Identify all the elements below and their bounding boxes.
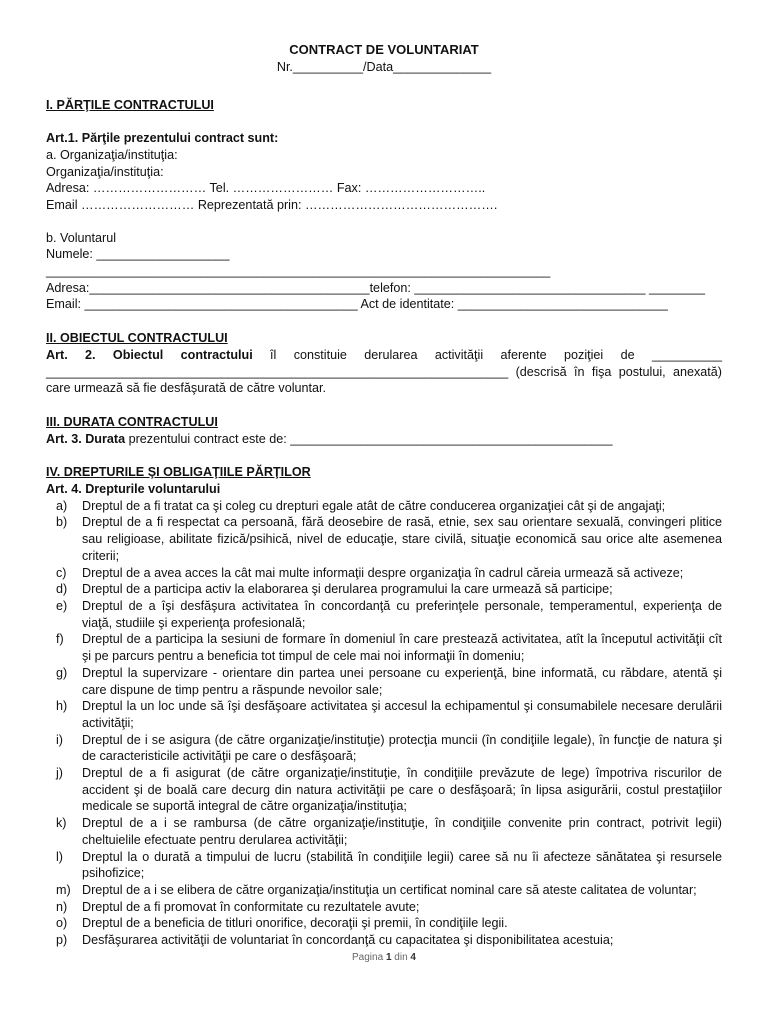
art2-label: Art. 2. Obiectul contractului [46, 347, 253, 362]
volunteer-email-line: Email: _______________________________________ Act de identitate: ______________________________ [46, 297, 668, 312]
rights-item-text: Dreptul de a fi tratat ca şi coleg cu drepturi egale atât de către conducerea organizaţiei cât şi de angajaţi; [82, 498, 666, 513]
rights-item-label: d) [56, 582, 68, 597]
art4-heading: Art. 4. Drepturile voluntarului [46, 482, 221, 497]
rights-item-text: Dreptul de a fi asigurat (de către organizaţie/instituţie, în condiţiile prevăzute de lege) împotriva riscurilor de accident şi de boală care decurg din natura activităţii pe care o desfăşoară; în lipsa asigurării, costul prestaţiilor medicale se suportă integral de către organizaţia/instituţia; [82, 766, 722, 814]
rights-item-text: Desfăşurarea activităţii de voluntariat în concordanţă cu capacitatea şi disponibilitatea acestuia; [82, 933, 614, 948]
rights-item-text: Dreptul de a i se elibera de către organizaţia/instituţia un certificat nominal care să ateste calitatea de voluntar; [82, 882, 697, 897]
page-footer [0, 952, 768, 963]
rights-list-item [46, 915, 722, 932]
rights-list-item [46, 581, 722, 598]
rights-item-text: Dreptul de a fi promovat în conformitate cu rezultatele avute; [82, 899, 420, 914]
rights-item-label: a) [56, 498, 68, 513]
rights-list-item [46, 765, 722, 815]
rights-list-item [46, 899, 722, 916]
art3-paragraph [46, 431, 722, 448]
rights-item-text: Dreptul la o durată a timpului de lucru (stabilită în condiţiile legii) caree să nu îi afecteze sănătatea şi resursele psihofizice; [82, 849, 722, 881]
rights-item-label: c) [56, 565, 67, 580]
rights-item-label: l) [56, 849, 63, 864]
rights-list-item [46, 631, 722, 664]
rights-item-text: Dreptul de i se asigura (de către organizaţie/instituţie) protecţia muncii (în condiţiile legale), în funcţie de natura şi de caracteristicile activităţii pe care o desfăşoară; [82, 732, 722, 764]
rights-item-text: Dreptul de a i se rambursa (de către organizaţie/instituţie, în condiţiile convenite prin contract, potrivit legii) cheltuielile efectuate pentru derularea activităţii; [82, 816, 722, 847]
rights-item-text: Dreptul de a fi respectat ca persoană, fără deosebire de rasă, etnie, sex sau orientare sexuală, convingeri plitice sau religioase, abilitate fizică/psihică, nivel de educaţie, stare civilă, situaţie economică sau orice alte asemenea criterii; [82, 515, 722, 563]
rights-item-label: f) [56, 632, 64, 647]
page-word: Pagina [352, 952, 384, 963]
rights-list-item [46, 882, 722, 899]
rights-item-label: g) [56, 665, 68, 680]
rights-item-label: k) [56, 816, 67, 831]
rights-list-item [46, 815, 722, 848]
art1-heading: Art.1. Părţile prezentului contract sunt: [46, 131, 279, 146]
art2-paragraph [46, 347, 722, 397]
rights-item-label: b) [56, 515, 68, 530]
rights-list-item [46, 598, 722, 631]
volunteer-address-line: Adresa:________________________________________telefon: _________________________________ ________ [46, 280, 706, 295]
art3-text: prezentului contract este de: ______________________________________________ [125, 431, 613, 446]
page-of: din [394, 952, 408, 963]
rights-item-text: Dreptul de a avea acces la cât mai multe informaţii despre organizaţia în cadrul căreia urmează să activeze; [82, 565, 684, 580]
rights-item-label: p) [56, 933, 68, 948]
rights-item-label: h) [56, 699, 68, 714]
document-page [46, 38, 722, 949]
section-object-heading: II. OBIECTUL CONTRACTULUI [46, 331, 228, 346]
section-duration-heading: III. DURATA CONTRACTULUI [46, 414, 218, 429]
rights-item-label: e) [56, 598, 68, 613]
rights-list-item [46, 932, 722, 949]
rights-list-item [46, 698, 722, 731]
number-date-line: Nr.__________/Data______________ [276, 59, 492, 74]
rights-item-label: o) [56, 916, 68, 931]
org-email-line: Email ……………………… Reprezentată prin: ………………………………………. [46, 197, 498, 212]
rights-item-label: n) [56, 899, 68, 914]
rights-item-text: Dreptul de a beneficia de titluri onorifice, decoraţii şi premii, în condiţiile legii. [82, 916, 508, 931]
rights-list-item [46, 498, 722, 515]
org-address-line: Adresa: ……………………… Tel. …………………… Fax: ……………………….. [46, 181, 486, 196]
rights-item-label: i) [56, 732, 63, 747]
rights-item-text: Dreptul la supervizare - orientare din partea unei persoane cu experienţă, bine informată, cu răbdare, atentă şi care dispune de timp pentru a răspunde nevoilor sale; [82, 665, 722, 697]
section-rights-heading: IV. DREPTURILE ŞI OBLIGAŢIILE PĂRŢILOR [46, 465, 311, 480]
rights-item-text: Dreptul la un loc unde să îşi desfăşoare activitatea şi accesul la echipamentul şi consumabilele necesare derulării activităţii; [82, 699, 722, 730]
rights-list [46, 498, 722, 949]
art3-label: Art. 3. Durata [46, 431, 126, 446]
page-total: 4 [410, 952, 416, 963]
rights-list-item [46, 849, 722, 882]
rights-item-text: Dreptul de a participa activ la elaborarea şi derularea programului la care urmează să participe; [82, 582, 613, 597]
rights-list-item [46, 665, 722, 698]
volunteer-name-line: Numele: ___________________ ________________________________________________________________________ [46, 247, 551, 279]
volunteer-label: b. Voluntarul [46, 230, 117, 245]
rights-item-label: j) [56, 766, 63, 781]
org-label: a. Organizaţia/instituţia: [46, 147, 178, 162]
rights-list-item [46, 732, 722, 765]
document-title: CONTRACT DE VOLUNTARIAT [289, 42, 479, 57]
rights-list-item [46, 514, 722, 564]
section-parties-heading: I. PĂRŢILE CONTRACTULUI [46, 98, 214, 113]
rights-item-text: Dreptul de a participa la sesiuni de formare în domeniul în care prestează activitatea, atît la începutul activităţii cît şi pe parcurs pentru a beneficia tot timpul de cele mai noi informaţii în domeniu; [82, 632, 722, 664]
page-current: 1 [385, 952, 392, 963]
rights-item-text: Dreptul de a îşi desfăşura activitatea în concordanţă cu preferinţele personale, temperamentul, experienţa de viaţă, studiile şi experienţa profesională; [82, 598, 722, 630]
rights-list-item [46, 565, 722, 582]
rights-item-label: m) [56, 882, 71, 897]
org-name-line: Organizaţia/instituţia: [46, 164, 164, 179]
art2-text: îl constituie derularea activităţii aferente poziţiei de __________ __________________________________________________________________ (descrisă în fişa postului, anexată) care urmează să fie desfăşurată de către voluntar. [46, 347, 722, 396]
